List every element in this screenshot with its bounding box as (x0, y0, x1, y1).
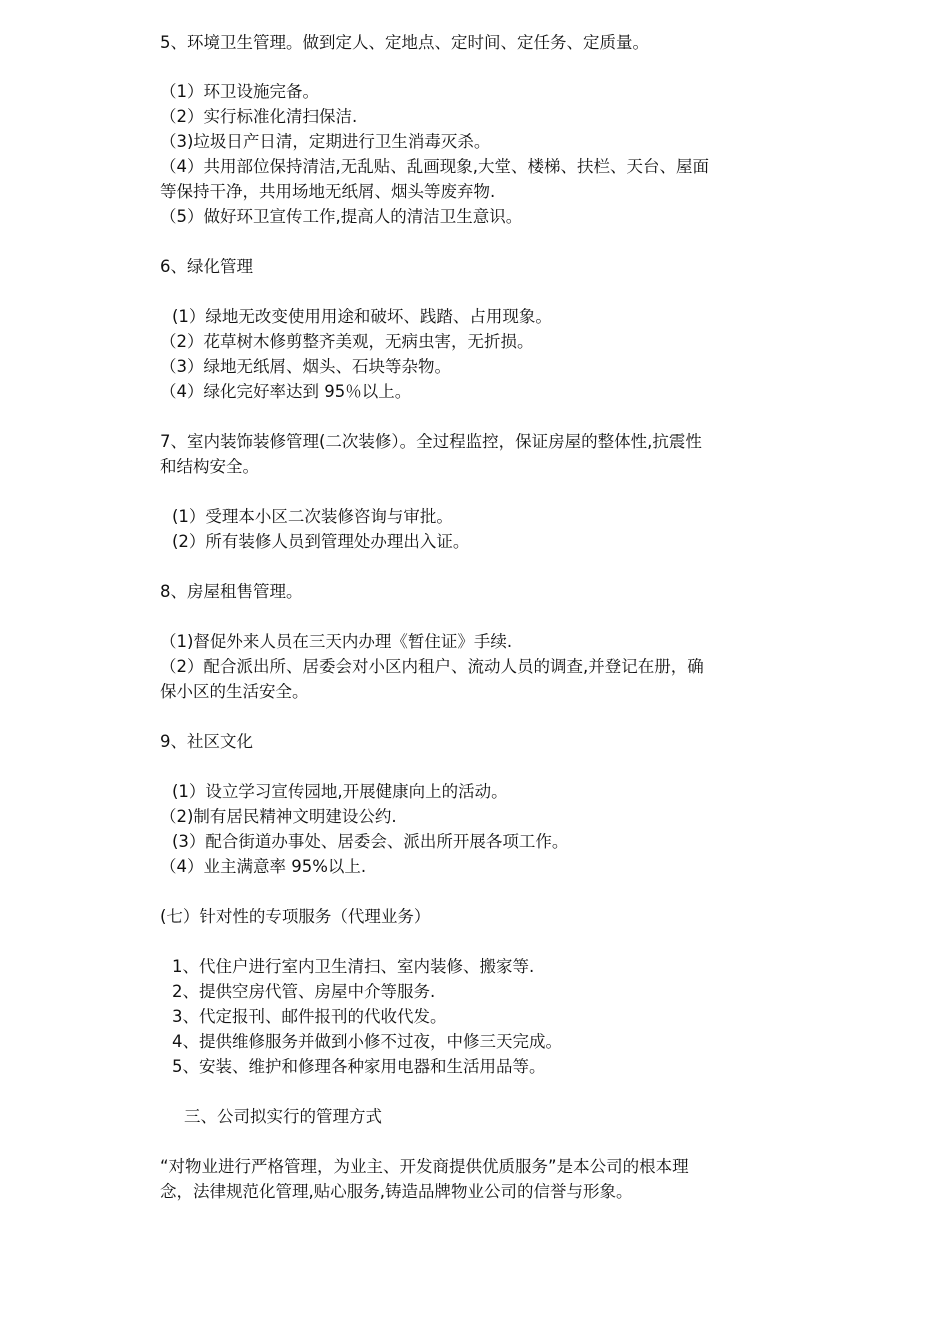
list-item: （5）做好环卫宣传工作,提高人的清洁卫生意识。 (160, 207, 523, 226)
list-item: （1)督促外来人员在三天内办理《暂住证》手续. (160, 632, 513, 651)
section-heading-special-services: (七）针对性的专项服务（代理业务） (160, 907, 431, 926)
list-item: （2）花草树木修剪整齐美观，无病虫害，无折损。 (160, 332, 534, 351)
list-item: （3)垃圾日产日清，定期进行卫生消毒灭杀。 (160, 132, 491, 151)
list-item: (1）受理本小区二次装修咨询与审批。 (172, 507, 453, 526)
list-item: 5、安装、维护和修理各种家用电器和生活用品等。 (172, 1057, 546, 1076)
list-item-continuation: 保小区的生活安全。 (160, 682, 309, 701)
list-item: 1、代住户进行室内卫生清扫、室内装修、搬家等. (172, 957, 535, 976)
paragraph: “对物业进行严格管理，为业主、开发商提供优质服务”是本公司的根本理 (160, 1157, 689, 1176)
section-heading-management-approach: 三、公司拟实行的管理方式 (184, 1107, 382, 1126)
section-heading-sanitation: 5、环境卫生管理。做到定人、定地点、定时间、定任务、定质量。 (160, 33, 649, 52)
list-item: (2）所有装修人员到管理处办理出入证。 (172, 532, 470, 551)
list-item: （3）绿地无纸屑、烟头、石块等杂物。 (160, 357, 451, 376)
list-item: (1）绿地无改变使用用途和破坏、践踏、占用现象。 (172, 307, 552, 326)
section-heading-renovation: 7、室内装饰装修管理(二次装修）。全过程监控，保证房屋的整体性,抗震性 (160, 432, 702, 451)
list-item: (1）设立学习宣传园地,开展健康向上的活动。 (172, 782, 508, 801)
list-item: （2）配合派出所、居委会对小区内租户、流动人员的调查,并登记在册，确 (160, 657, 704, 676)
list-item: （4）业主满意率 95%以上. (160, 857, 367, 876)
list-item-continuation: 等保持干净，共用场地无纸屑、烟头等废弃物. (160, 182, 496, 201)
section-heading-greening: 6、绿化管理 (160, 257, 253, 276)
list-item: 3、代定报刊、邮件报刊的代收代发。 (172, 1007, 447, 1026)
list-item: （4）绿化完好率达到 95％以上。 (160, 382, 412, 401)
list-item: （1）环卫设施完备。 (160, 82, 319, 101)
section-heading-community: 9、社区文化 (160, 732, 253, 751)
list-item: 4、提供维修服务并做到小修不过夜，中修三天完成。 (172, 1032, 562, 1051)
paragraph-continuation: 念，法律规范化管理,贴心服务,铸造品牌物业公司的信誉与形象。 (160, 1182, 633, 1201)
section-heading-rental: 8、房屋租售管理。 (160, 582, 303, 601)
list-item: (3）配合街道办事处、居委会、派出所开展各项工作。 (172, 832, 569, 851)
list-item: （2)制有居民精神文明建设公约. (160, 807, 397, 826)
list-item: （4）共用部位保持清洁,无乱贴、乱画现象,大堂、楼梯、扶栏、天台、屋面 (160, 157, 709, 176)
list-item: （2）实行标准化清扫保洁. (160, 107, 358, 126)
list-item: 2、提供空房代管、房屋中介等服务. (172, 982, 436, 1001)
paragraph-continuation: 和结构安全。 (160, 457, 259, 476)
